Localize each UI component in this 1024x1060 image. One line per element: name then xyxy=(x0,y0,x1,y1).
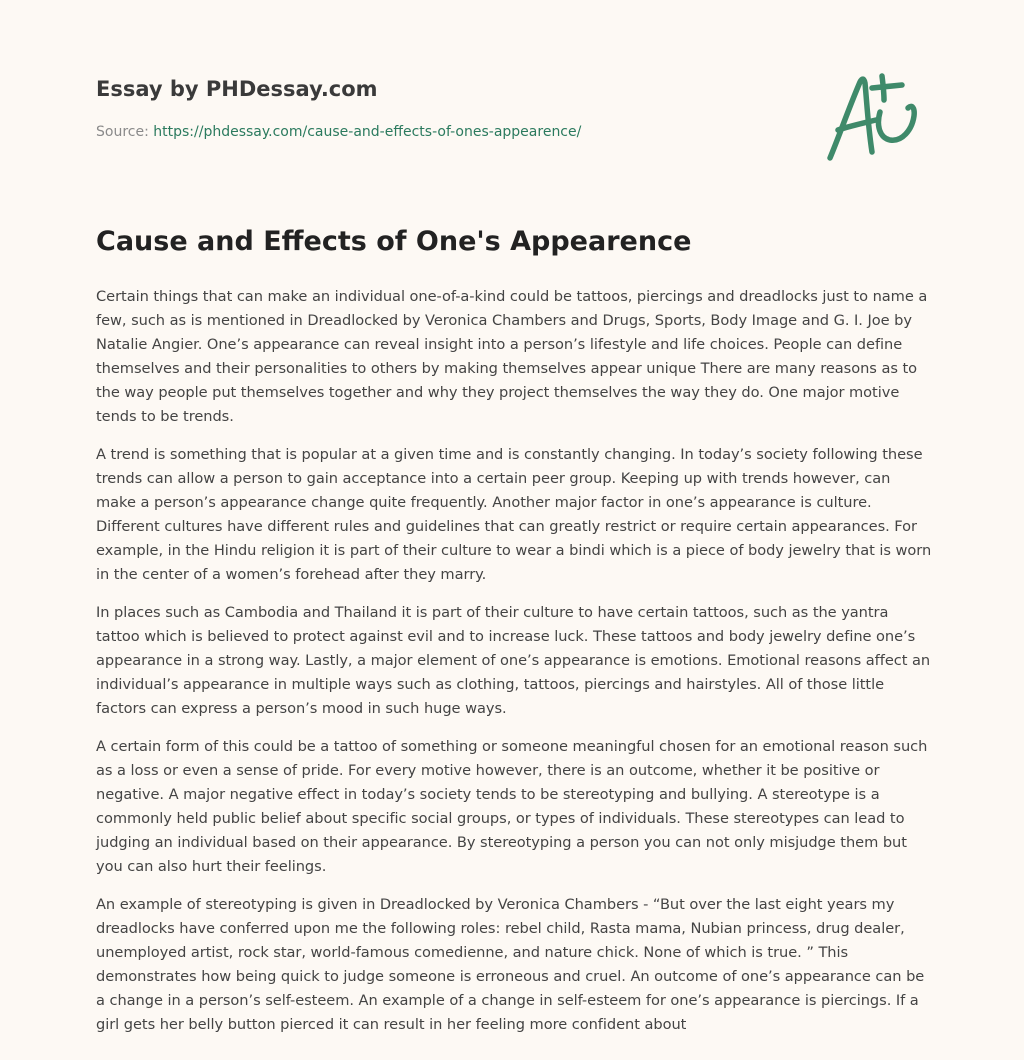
a-plus-logo-icon xyxy=(826,68,930,164)
site-brand: Essay by PHDessay.com xyxy=(96,77,378,101)
essay-paragraph: In places such as Cambodia and Thailand it is part of their culture to have certain tattoos, such as the yantra tattoo which is believed to protect against evil and to increase luck. These tattoos and body jewelry define one’s appearance in a strong way. Lastly, a major element of one’s appearance is emotions. Emotional reasons affect an individual’s appearance in multiple ways such as clothing, tattoos, piercings and hairstyles. All of those little factors can express a person’s mood in such huge ways. xyxy=(96,604,931,717)
essay-title: Cause and Effects of One's Appearence xyxy=(96,226,692,257)
source-line xyxy=(96,124,581,140)
essay-paragraph: A trend is something that is popular at a given time and is constantly changing. In today’s society following these trends can allow a person to gain acceptance into a certain peer group. Keeping up with trends however, can make a person’s appearance change quite frequently. Another major factor in one’s appearance is culture. Different cultures have different rules and guidelines that can greatly restrict or require certain appearances. For example, in the Hindu religion it is part of their culture to wear a bindi which is a piece of body jewelry that is worn in the center of a women’s forehead after they marry. xyxy=(96,446,932,583)
source-link[interactable]: https://phdessay.com/cause-and-effects-of-ones-appearence/ xyxy=(153,124,582,140)
source-label: Source: xyxy=(96,124,154,140)
essay-paragraph: A certain form of this could be a tattoo of something or someone meaningful chosen for an emotional reason such as a loss or even a sense of pride. For every motive however, there is an outcome, whether it be positive or negative. A major negative effect in today’s society tends to be stereotyping and bullying. A stereotype is a commonly held public belief about specific social groups, or types of individuals. These stereotypes can lead to judging an individual based on their appearance. By stereotyping a person you can not only misjudge them but you can also hurt their feelings. xyxy=(96,738,928,875)
essay-paragraph: An example of stereotyping is given in Dreadlocked by Veronica Chambers - “But over the last eight years my dreadlocks have conferred upon me the following roles: rebel child, Rasta mama, Nubian princess, drug dealer, unemployed artist, rock star, world-famous comedienne, and nature chick. None of which is true. ” This demonstrates how being quick to judge someone is erroneous and cruel. An outcome of one’s appearance can be a change in a person’s self-esteem. An example of a change in self-esteem for one’s appearance is piercings. If a girl gets her belly button pierced it can result in her feeling more confident about xyxy=(96,896,925,1033)
essay-body xyxy=(96,285,932,1051)
essay-paragraph: Certain things that can make an individual one-of-a-kind could be tattoos, piercings and dreadlocks just to name a few, such as is mentioned in Dreadlocked by Veronica Chambers and Drugs, Sports, Body Image and G. I. Joe by Natalie Angier. One’s appearance can reveal insight into a person’s lifestyle and life choices. People can define themselves and their personalities to others by making themselves appear unique There are many reasons as to the way people put themselves together and why they project themselves the way they do. One major motive tends to be trends. xyxy=(96,288,928,425)
